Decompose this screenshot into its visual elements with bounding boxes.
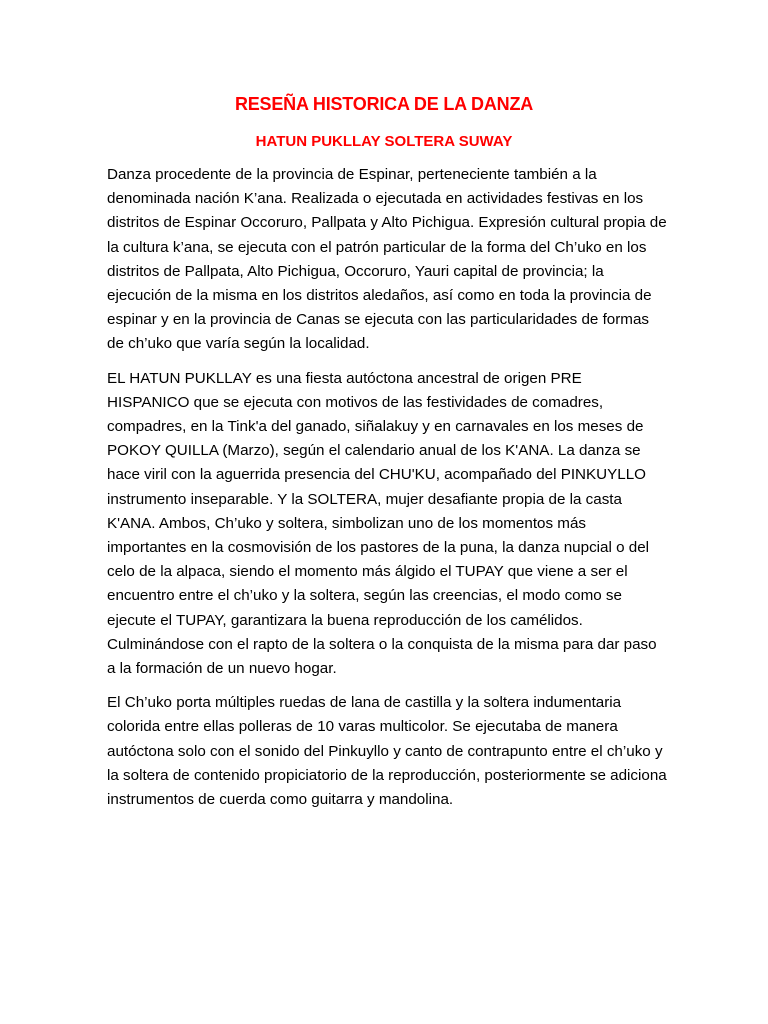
document-title: RESEÑA HISTORICA DE LA DANZA bbox=[234, 94, 534, 114]
paragraph-3: El Ch’uko porta múltiples ruedas de lana de castilla y la soltera indumentaria colorida entre ellas polleras de 10 varas multicolor. Se ejecutaba de manera autóctona solo con el sonido del Pinkuyllo y canto de contrapunto entre el ch’uko y la soltera de contenido propiciatorio de la reproducción, posteriormente se adiciona instrumentos de cuerda como guitarra y mandolina. bbox=[107, 694, 667, 809]
paragraph-2: EL HATUN PUKLLAY es una fiesta autóctona ancestral de origen PRE HISPANICO que se ejecuta con motivos de las festividades de comadres, compadres, en la Tink'a del ganado, siñalakuy y en carnavales en los meses de POKOY QUILLA (Marzo), según el calendario anual de los K'ANA. La danza se hace viril con la aguerrida presencia del CHU'KU, acompañado del PINKUYLLO instrumento inseparable. Y la SOLTERA, mujer desafiante propia de la casta K'ANA. Ambos, Ch’uko y soltera, simbolizan uno de los momentos más importantes en la cosmovisión de los pastores de la puna, la danza nupcial o del celo de la alpaca, siendo el momento más álgido el TUPAY que viene a ser el encuentro entre el ch’uko y la soltera, según las creencias, el modo como se ejecute el TUPAY, garantizara la buena reproducción de los camélidos. Culminándose con el rapto de la soltera o la conquista de la misma para dar paso a la formación de un nuevo hogar. bbox=[107, 369, 657, 678]
paragraph-1: Danza procedente de la provincia de Espinar, perteneciente también a la denominada nación K’ana. Realizada o ejecutada en actividades festivas en los distritos de Espinar Occoruro, Pallpata y Alto Pichigua. Expresión cultural propia de la cultura k’ana, se ejecuta con el patrón particular de la forma del Ch’uko en los distritos de Pallpata, Alto Pichigua, Occoruro, Yauri capital de provincia; la ejecución de la misma en los distritos aledaños, así como en toda la provincia de espinar y en la provincia de Canas se ejecuta con las particularidades de formas de ch’uko que varía según la localidad. bbox=[107, 166, 667, 353]
document-subtitle: HATUN PUKLLAY SOLTERA SUWAY bbox=[255, 133, 513, 150]
document-body bbox=[107, 163, 667, 822]
